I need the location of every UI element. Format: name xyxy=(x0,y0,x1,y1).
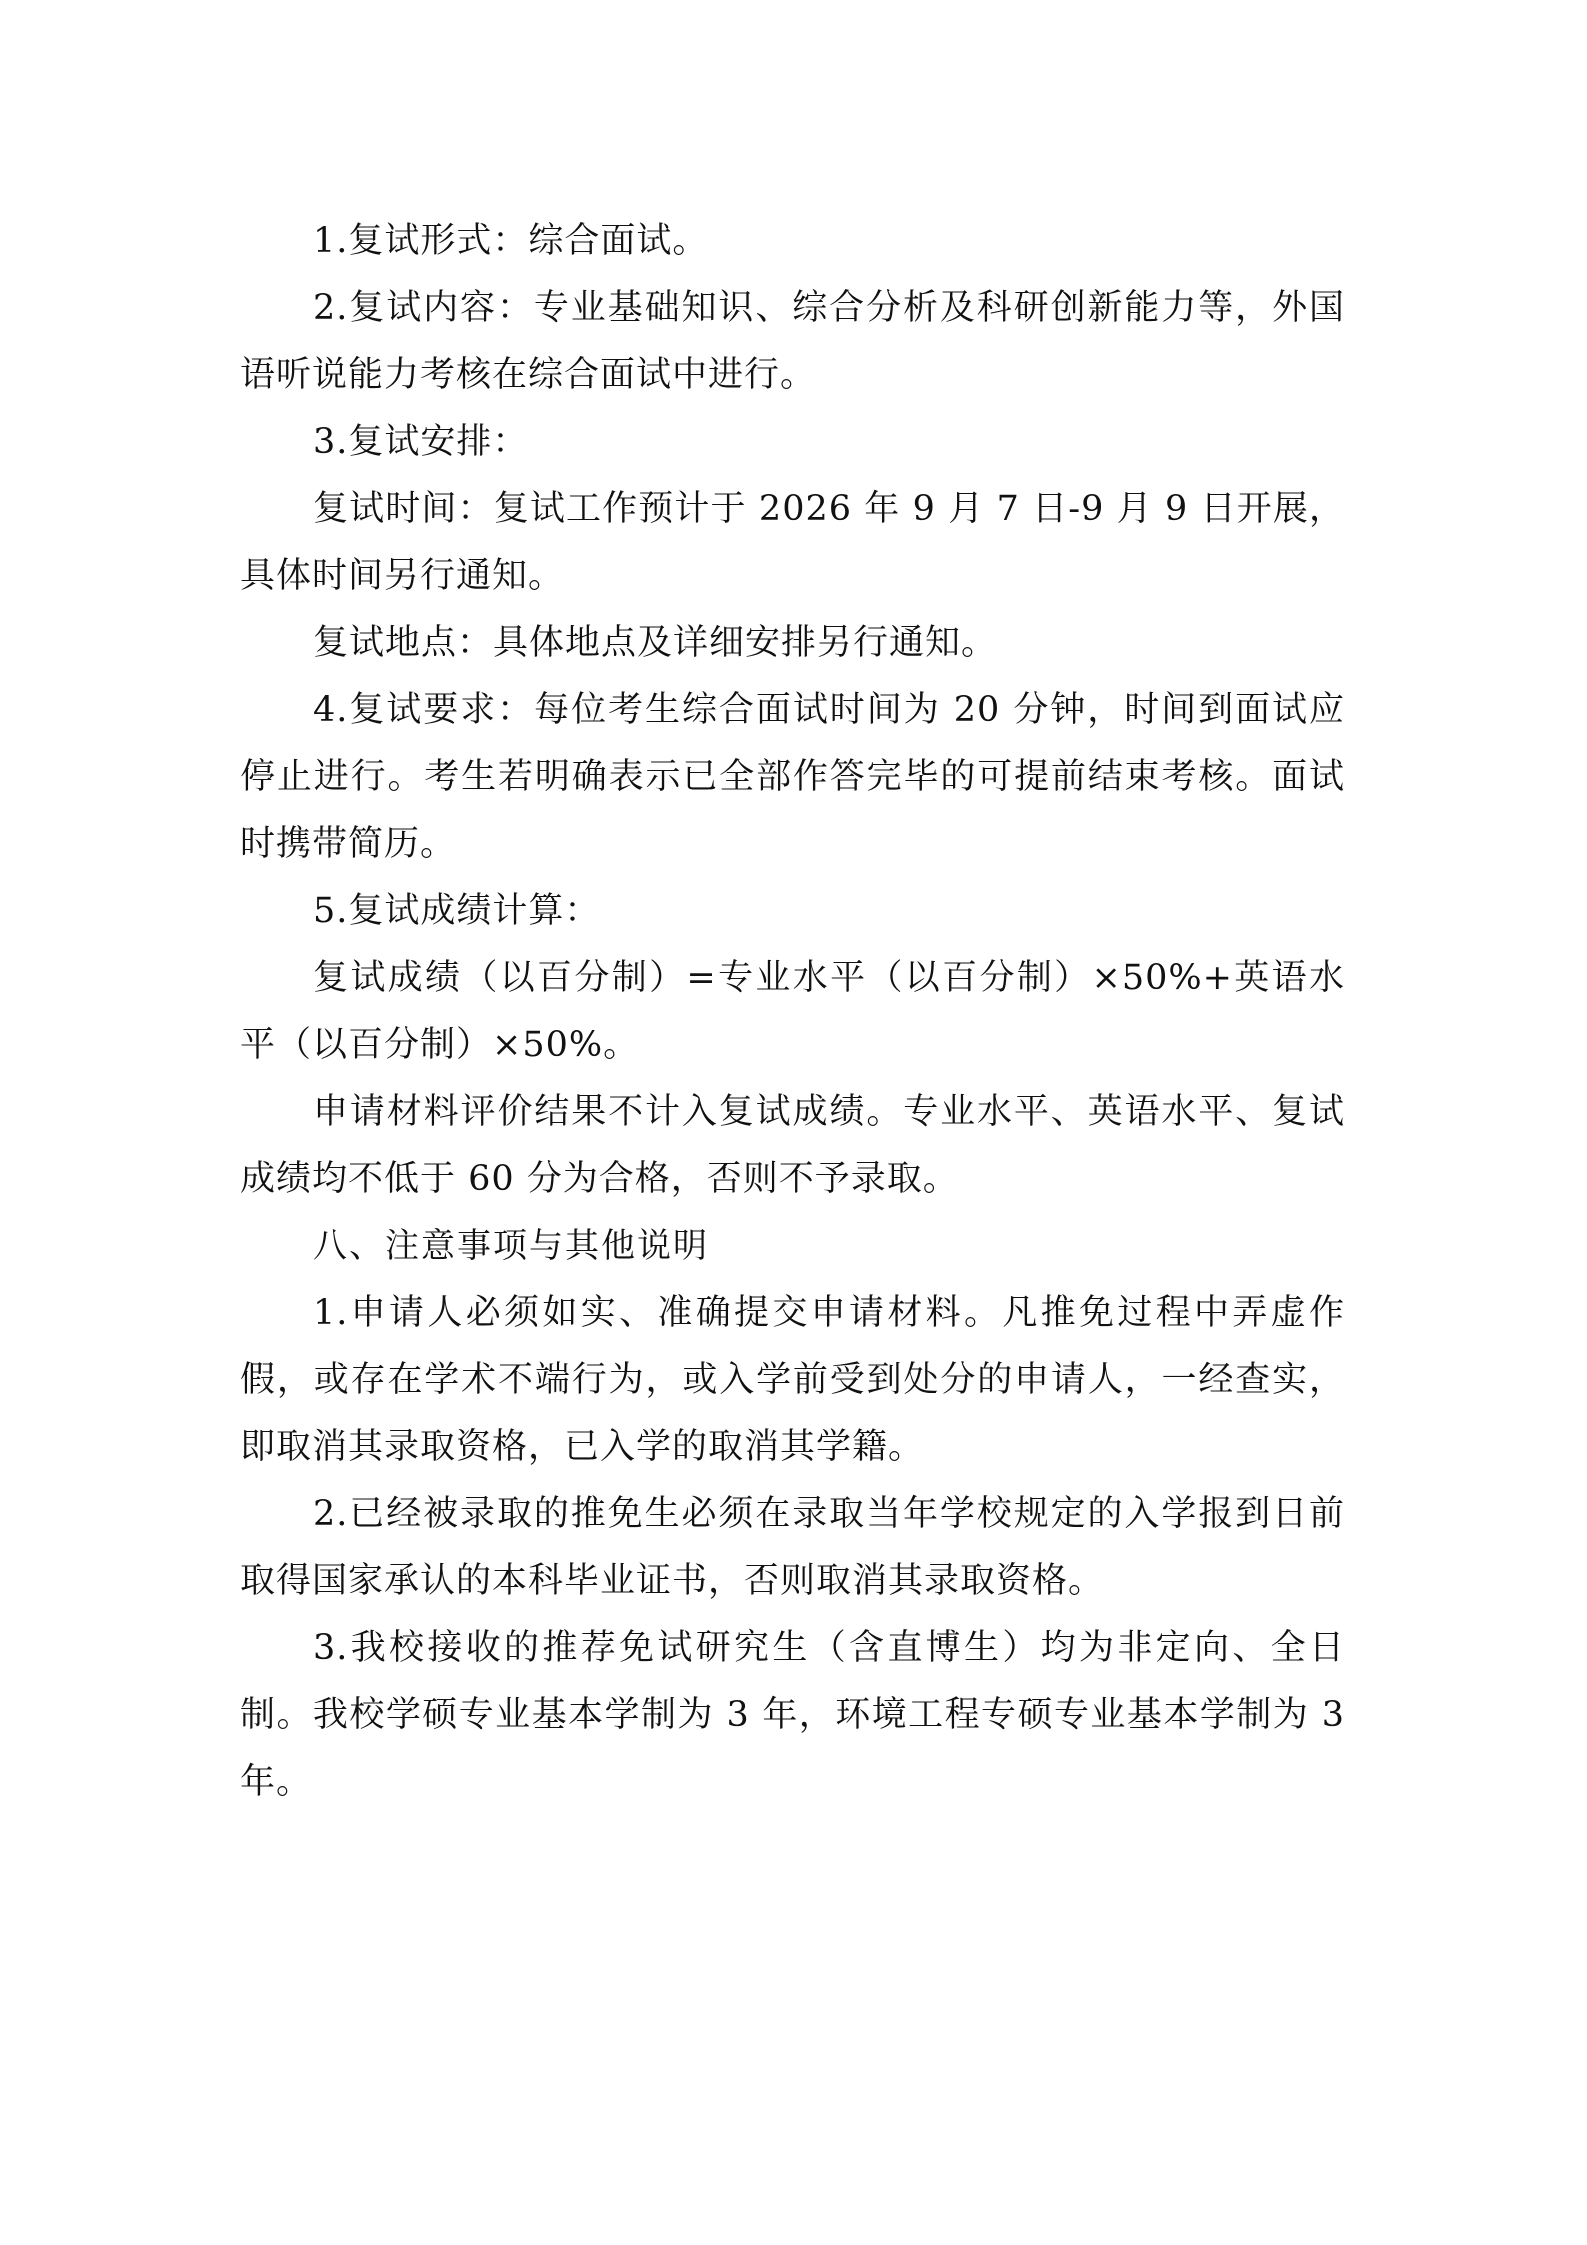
document-body xyxy=(240,208,1345,1816)
paragraph-note-3: 3.我校接收的推荐免试研究生（含直博生）均为非定向、全日制。我校学硕专业基本学制为 3 年，环境工程专硕专业基本学制为 3 年。 xyxy=(240,1628,1345,1802)
paragraph-note-2: 2.已经被录取的推免生必须在录取当年学校规定的入学报到日前取得国家承认的本科毕业证书，否则取消其录取资格。 xyxy=(240,1494,1345,1601)
paragraph-note-1: 1.申请人必须如实、准确提交申请材料。凡推免过程中弄虚作假，或存在学术不端行为，或入学前受到处分的申请人，一经查实，即取消其录取资格，已入学的取消其学籍。 xyxy=(240,1293,1345,1467)
section-heading: 八、注意事项与其他说明 xyxy=(313,1226,709,1266)
paragraph-score-formula: 复试成绩（以百分制）=专业水平（以百分制）×50%+英语水平（以百分制）×50%。 xyxy=(240,958,1345,1065)
paragraph-interview-content: 2.复试内容：专业基础知识、综合分析及科研创新能力等，外国语听说能力考核在综合面试中进行。 xyxy=(240,288,1345,395)
paragraph-interview-time: 复试时间：复试工作预计于 2026 年 9 月 7 日-9 月 9 日开展，具体时间另行通知。 xyxy=(240,489,1345,596)
paragraph-interview-requirements: 4.复试要求：每位考生综合面试时间为 20 分钟，时间到面试应停止进行。考生若明确表示已全部作答完毕的可提前结束考核。面试时携带简历。 xyxy=(240,690,1345,864)
paragraph-interview-arrangement: 3.复试安排： xyxy=(313,422,529,462)
paragraph-score-calculation: 5.复试成绩计算： xyxy=(313,891,601,931)
paragraph-interview-location: 复试地点：具体地点及详细安排另行通知。 xyxy=(313,623,998,663)
paragraph-score-note: 申请材料评价结果不计入复试成绩。专业水平、英语水平、复试成绩均不低于 60 分为合格，否则不予录取。 xyxy=(240,1092,1345,1199)
paragraph-interview-form: 1.复试形式：综合面试。 xyxy=(313,221,709,261)
